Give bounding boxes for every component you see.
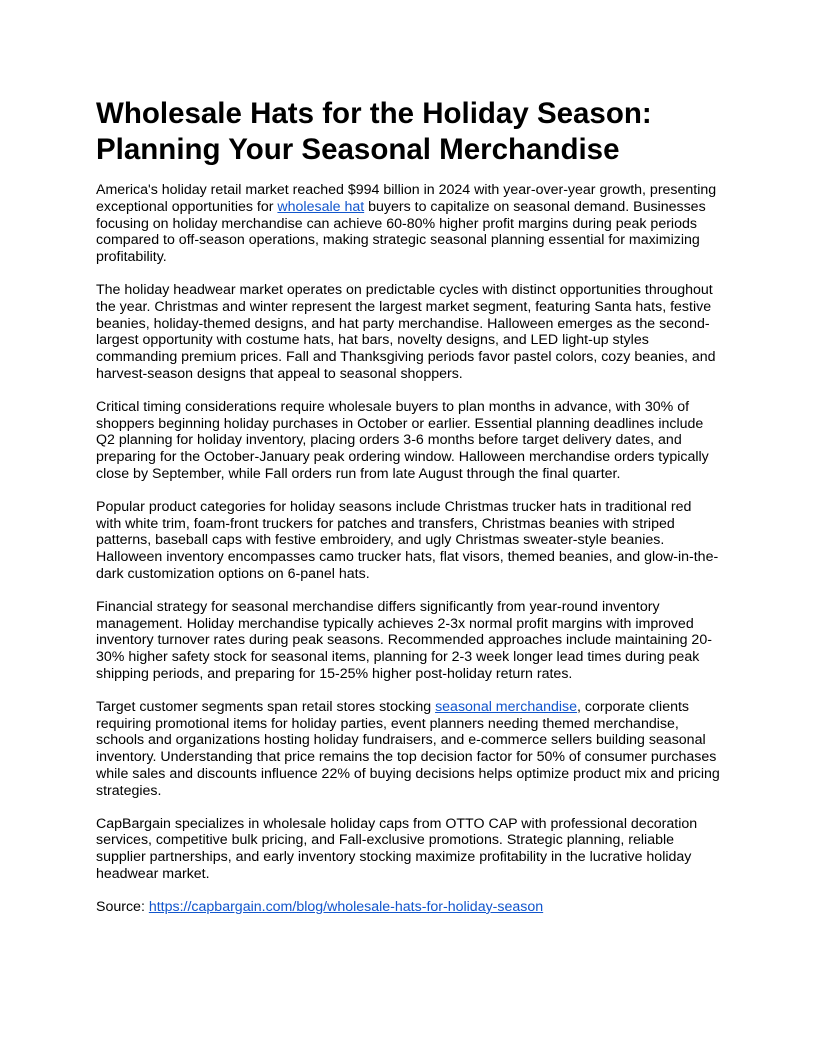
paragraph-text: buyers to capitalize on seasonal demand. Businesses focusing on holiday merchandise can achieve 60-80% higher profit margins during peak periods compared to off-season operations, making strategic seasonal planning essential for maximizing profitability. [96, 198, 706, 266]
seasonal-merchandise-link[interactable]: seasonal merchandise [435, 698, 578, 715]
title-line-1: Wholesale Hats for the Holiday Season: [96, 97, 652, 130]
paragraph-text: , corporate clients requiring promotional items for holiday parties, event planners needing themed merchandise, schools and organizations hosting holiday fundraisers, and e-commerce sellers building seasonal inventory. Understanding that price remains the top decision factor for 50% of consumer purchases while sales and discounts influence 22% of buying decisions helps optimize product mix and pricing strategies. [96, 698, 720, 799]
title-line-2: Planning Your Seasonal Merchandise [96, 133, 620, 166]
paragraph-text: Target customer segments span retail stores stocking [96, 698, 436, 715]
paragraph-timing: Critical timing considerations require wholesale buyers to plan months in advance, with 30% of shoppers beginning holiday purchases in October or earlier. Essential planning deadlines include Q2 planning for holiday inventory, placing orders 3-6 months before target delivery dates, and preparing for the October-January peak ordering window. Halloween merchandise orders typically close by September, while Fall orders run from late August through the final quarter. [96, 398, 709, 482]
paragraph-text: America's holiday retail market reached $994 billion in 2024 with year-over-year growth, presenting exceptional opportunities for [96, 182, 717, 215]
paragraph-capbargain: CapBargain specializes in wholesale holiday caps from OTTO CAP with professional decoration services, competitive bulk pricing, and Fall-exclusive promotions. Strategic planning, reliable supplier partnerships, and early inventory stocking maximize profitability in the lucrative holiday headwear market. [96, 815, 698, 882]
paragraph-market-cycles: The holiday headwear market operates on predictable cycles with distinct opportunities throughout the year. Christmas and winter represent the largest market segment, featuring Santa hats, festive beanies, holiday-themed designs, and hat party merchandise. Halloween emerges as the second-largest opportunity with costume hats, hat bars, novelty designs, and LED light-up styles commanding premium prices. Fall and Thanksgiving periods favor pastel colors, cozy beanies, and harvest-season designs that appeal to seasonal shoppers. [96, 281, 716, 382]
document-page [96, 96, 720, 931]
paragraph-customer-segments [96, 699, 720, 800]
paragraph-product-categories: Popular product categories for holiday seasons include Christmas trucker hats in traditional red with white trim, foam-front truckers for patches and transfers, Christmas beanies with striped patterns, baseball caps with festive embroidery, and ugly Christmas sweater-style beanies. Halloween inventory encompasses camo trucker hats, flat visors, themed beanies, and glow-in-the-dark customization options on 6-panel hats. [96, 498, 719, 582]
document-title [96, 96, 720, 168]
source-label: Source: [96, 898, 149, 915]
source-line [96, 899, 720, 916]
source-link[interactable]: https://capbargain.com/blog/wholesale-hats-for-holiday-season [148, 898, 544, 915]
paragraph-financial-strategy: Financial strategy for seasonal merchandise differs significantly from year-round inventory management. Holiday merchandise typically achieves 2-3x normal profit margins with improved inventory turnover rates during peak seasons. Recommended approaches include maintaining 20-30% higher safety stock for seasonal items, planning for 2-3 week longer lead times during peak shipping periods, and preparing for 15-25% higher post-holiday return rates. [96, 598, 712, 682]
paragraph-market-overview [96, 182, 720, 266]
wholesale-hat-link[interactable]: wholesale hat [277, 198, 365, 215]
